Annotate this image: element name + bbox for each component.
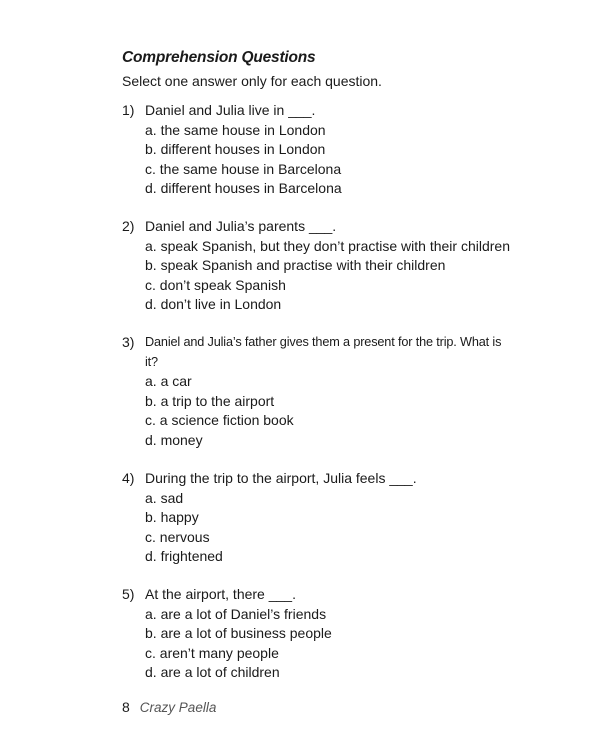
question-2 — [122, 217, 510, 315]
option-c[interactable]: c. the same house in Barcelona — [145, 160, 342, 177]
question-3 — [122, 333, 502, 451]
option-c[interactable]: c. nervous — [145, 528, 210, 545]
answer-options — [122, 121, 502, 199]
question-text: Daniel and Julia’s parents ___. — [145, 218, 337, 234]
option-b[interactable]: b. happy — [145, 509, 199, 526]
page-number: 8 — [122, 699, 130, 715]
question-text: Daniel and Julia’s father gives them a present for the trip. What is it? — [145, 335, 502, 369]
answer-options — [122, 605, 502, 683]
section-heading: Comprehension Questions — [122, 49, 316, 66]
book-title: Crazy Paella — [139, 700, 217, 715]
option-d[interactable]: d. different houses in Barcelona — [145, 180, 342, 197]
option-d[interactable]: d. money — [145, 431, 203, 448]
question-number: 2) — [122, 218, 135, 234]
question-number: 3) — [122, 334, 135, 350]
question-4 — [122, 469, 502, 567]
answer-options — [122, 237, 510, 315]
option-a[interactable]: a. speak Spanish, but they don’t practise with their children — [145, 237, 510, 254]
question-number: 5) — [122, 586, 135, 602]
option-a[interactable]: a. sad — [145, 489, 184, 506]
question-1 — [122, 101, 502, 199]
option-d[interactable]: d. are a lot of children — [145, 664, 280, 681]
option-a[interactable]: a. are a lot of Daniel’s friends — [145, 605, 327, 622]
option-c[interactable]: c. don’t speak Spanish — [145, 276, 286, 293]
option-a[interactable]: a. a car — [145, 373, 192, 390]
option-d[interactable]: d. frightened — [145, 548, 223, 565]
instructions-text: Select one answer only for each question. — [122, 73, 382, 89]
question-text: At the airport, there ___. — [145, 586, 296, 602]
option-b[interactable]: b. speak Spanish and practise with their children — [145, 257, 446, 274]
option-b[interactable]: b. a trip to the airport — [145, 392, 275, 409]
option-b[interactable]: b. different houses in London — [145, 141, 326, 158]
question-number: 1) — [122, 102, 135, 118]
answer-options — [122, 372, 502, 450]
question-number: 4) — [122, 470, 135, 486]
option-c[interactable]: c. a science fiction book — [145, 412, 294, 429]
option-a[interactable]: a. the same house in London — [145, 121, 326, 138]
page-footer — [122, 699, 216, 715]
question-text: During the trip to the airport, Julia feels ___. — [145, 470, 417, 486]
answer-options — [122, 489, 502, 567]
option-c[interactable]: c. aren’t many people — [145, 644, 279, 661]
question-text: Daniel and Julia live in ___. — [145, 102, 316, 118]
option-d[interactable]: d. don’t live in London — [145, 296, 282, 313]
option-b[interactable]: b. are a lot of business people — [145, 625, 332, 642]
question-5 — [122, 585, 502, 683]
